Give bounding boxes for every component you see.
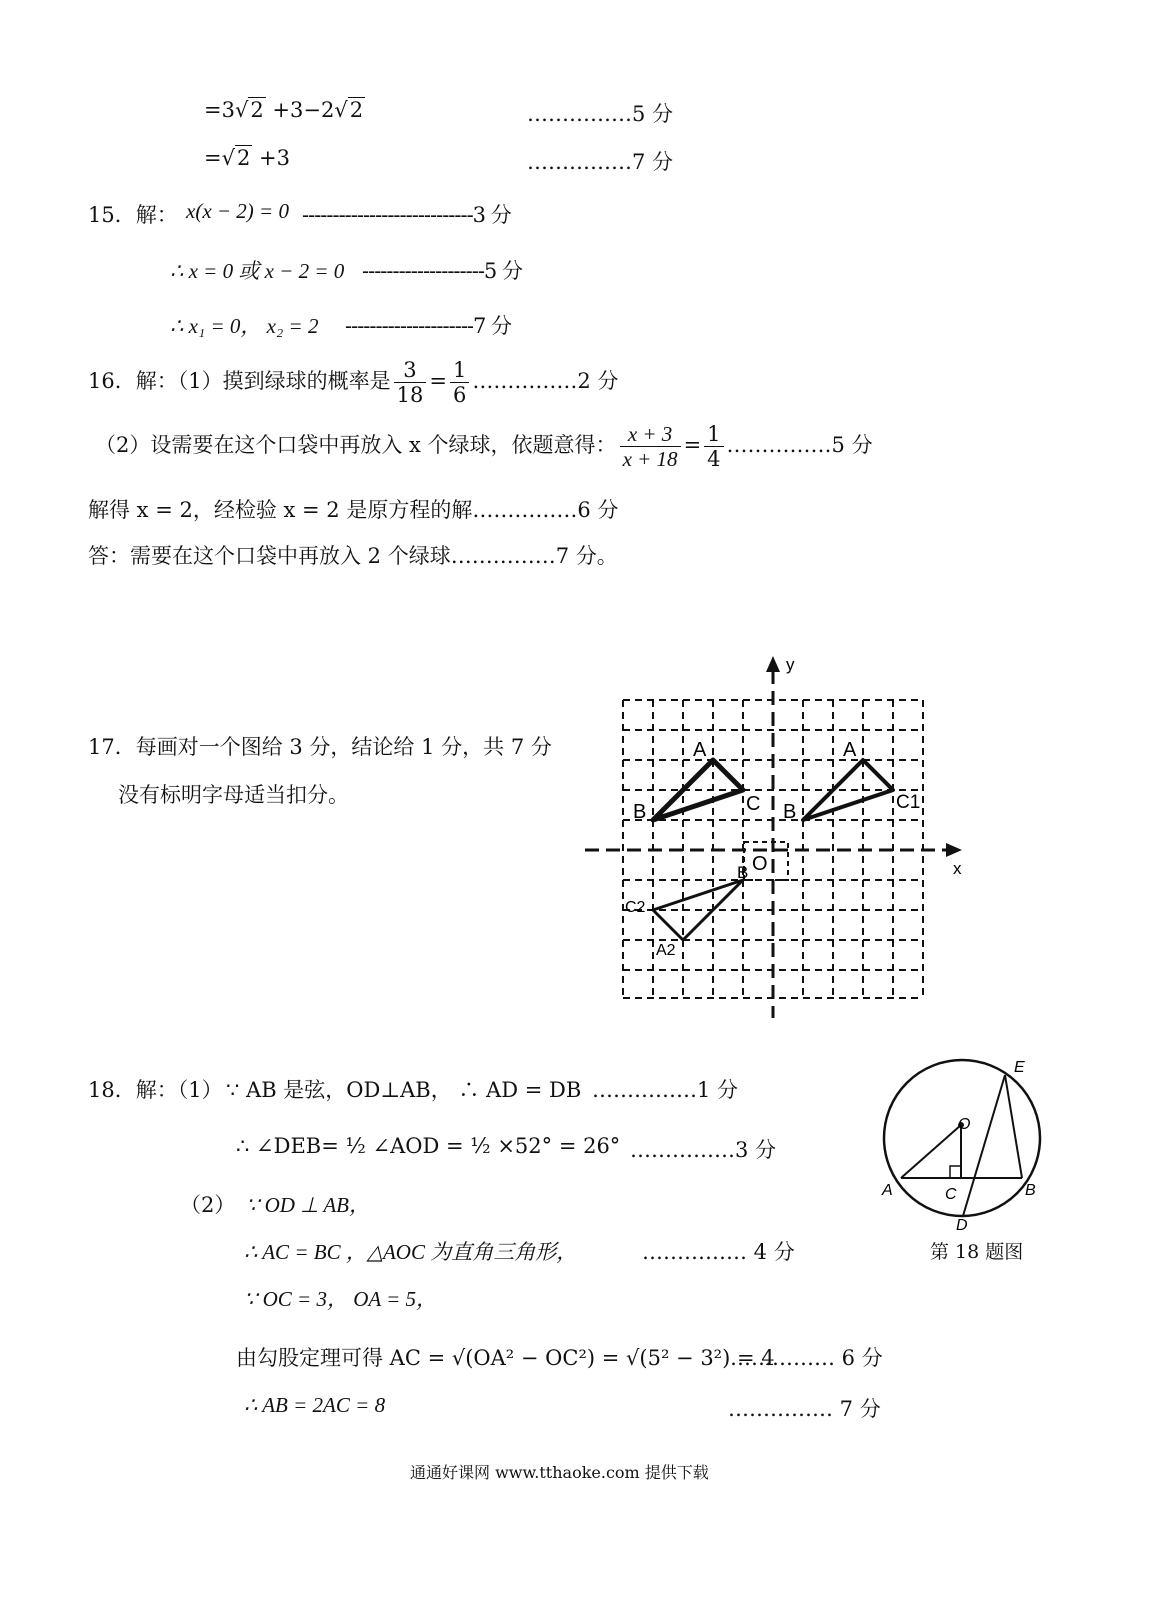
q15-score-2: --------------------5 分 [362,259,522,283]
q16-score-2: ……………5 分 [726,433,873,458]
circle-label-E: E [1014,1059,1025,1076]
segment-ao [901,1125,961,1178]
segment-de [963,1075,1005,1216]
q17-text-1: 17．每画对一个图给 3 分，结论给 1 分，共 7 分 [88,735,552,759]
q18-step-2: ∴ ∠DEB= ½ ∠AOD = ½ ×52° = 26° [236,1134,621,1158]
label-A2: A2 [656,942,676,959]
q15-score-3: ---------------------7 分 [345,314,512,338]
q18-score-6: …………… 6 分 [730,1346,883,1370]
q18-score-7: …………… 7 分 [728,1397,881,1421]
q18-heading: 18．解：（1） [88,1078,223,1102]
y-axis-label: y [786,655,795,674]
q18-part2-label: （2） [180,1193,236,1217]
q16-fraction-2: $\frac{1}{6}$ [450,358,469,407]
q16-answer: 答：需要在这个口袋中再放入 2 个绿球……………7 分。 [88,544,618,568]
circle-label-B: B [1025,1182,1036,1199]
circle-label-D: D [956,1217,968,1234]
score-line-1: ……………5 分 [527,102,674,126]
q16-part2: （2）设需要在这个口袋中再放入 x 个绿球，依题意得： $\frac{x + 3}{x + 18}$ = $\frac{1}{4}$ ……………5 分 [95,422,873,472]
circle-label-A: A [882,1182,893,1199]
label-A: A [693,739,707,761]
label-B2: B [737,863,749,882]
x-axis-arrow [946,843,962,857]
q15-eq-3: ∴ x₁ = 0， x₂ = 2 [170,314,319,338]
x-axis-label: x [953,859,962,878]
q15-eq-1: x(x − 2) = 0 [186,199,289,223]
calc-line-2: =√2 +3 [204,146,291,170]
q18-step-6: 由勾股定理可得 AC = √(OA² − OC²) = √(5² − 3²) = 4 [236,1346,775,1370]
q16-solve: 解得 x = 2，经检验 x = 2 是原方程的解……………6 分 [88,498,619,522]
q16-part1: 16．解：（1）摸到绿球的概率是 $\frac{3}{18}$ = $\frac{1}{6}$ ……………2 分 [88,358,619,408]
q15-score-1: ----------------------------3 分 [302,203,511,227]
score-line-2: ……………7 分 [527,150,674,174]
q15-heading: 15．解： [88,203,178,227]
q15-eq-2: ∴ x = 0 或 x − 2 = 0 [170,259,345,283]
q18-step-1: ∵ AB 是弦，OD⊥AB， ∴ AD = DB [226,1078,582,1102]
q16-fraction-1: $\frac{3}{18}$ [394,358,427,407]
label-B1: B [783,801,797,823]
figure-18-caption: 第 18 题图 [930,1241,1024,1263]
right-angle-mark [950,1166,961,1178]
label-C1: C1 [896,792,921,813]
q17-text-2: 没有标明字母适当扣分。 [118,783,349,807]
q16-fraction-3: $\frac{x + 3}{x + 18}$ [620,422,681,471]
q18-score-2: ……………3 分 [630,1138,777,1162]
q16-fraction-4: $\frac{1}{4}$ [704,422,723,471]
coordinate-grid-figure [580,650,970,1025]
label-C: C [746,793,761,815]
q18-step-5: ∵ OC = 3， OA = 5， [244,1287,437,1311]
q18-score-4: …………… 4 分 [642,1240,795,1264]
q16-setup-text: （2）设需要在这个口袋中再放入 x 个绿球，依题意得： [95,433,617,458]
calc-line-1: =3√2 +3−2√2 [204,98,364,122]
circle-label-O: O [958,1116,971,1133]
label-B: B [633,801,647,823]
q18-step-7: ∴ AB = 2AC = 8 [244,1393,386,1417]
q18-step-3: ∵ OD ⊥ AB， [246,1193,371,1217]
q18-score-1: ……………1 分 [592,1078,739,1102]
y-axis-arrow [766,656,780,672]
segment-eb [1005,1075,1022,1178]
circle-label-C: C [945,1186,957,1203]
label-C2: C2 [625,899,646,916]
q16-heading: 16．解：（1）摸到绿球的概率是 [88,369,391,394]
q18-step-4: ∴ AC = BC ，△AOC 为直角三角形， [244,1240,578,1264]
origin-label: O [752,853,768,875]
label-A1: A [843,739,857,761]
q16-score-1: ……………2 分 [472,369,619,394]
footer-credit: 通通好课网 www.tthaoke.com 提供下载 [410,1463,709,1482]
